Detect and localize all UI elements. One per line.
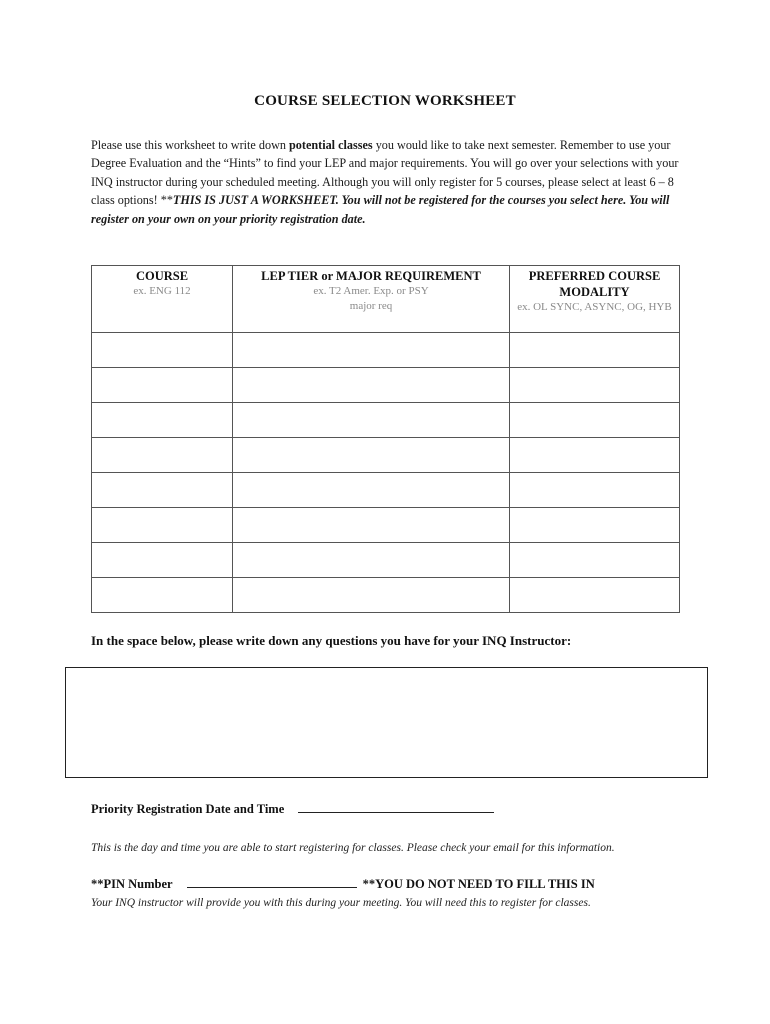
pin-label: **PIN Number xyxy=(91,877,173,891)
course-cell[interactable] xyxy=(92,543,233,578)
priority-registration-blank[interactable] xyxy=(298,802,494,813)
requirement-cell[interactable] xyxy=(233,368,510,403)
table-row xyxy=(92,508,680,543)
column-example: ex. OL SYNC, ASYNC, OG, HYB xyxy=(517,301,672,313)
priority-registration-line xyxy=(91,802,494,817)
course-cell[interactable] xyxy=(92,508,233,543)
modality-cell[interactable] xyxy=(510,543,680,578)
requirement-cell[interactable] xyxy=(233,543,510,578)
table-row xyxy=(92,473,680,508)
column-header-modality xyxy=(510,266,680,333)
requirement-cell[interactable] xyxy=(233,333,510,368)
intro-text-start: Please use this worksheet to write down xyxy=(91,138,290,152)
requirement-cell[interactable] xyxy=(233,508,510,543)
table-row xyxy=(92,578,680,613)
intro-warning: THIS IS JUST A WORKSHEET. You will not be registered for the courses you select here. You will register on your own on your priority registration date. xyxy=(91,193,670,226)
course-cell[interactable] xyxy=(92,403,233,438)
intro-paragraph xyxy=(91,136,691,228)
requirement-cell[interactable] xyxy=(233,438,510,473)
requirement-cell[interactable] xyxy=(233,473,510,508)
column-label: LEP TIER or MAJOR REQUIREMENT xyxy=(261,269,481,283)
modality-cell[interactable] xyxy=(510,578,680,613)
questions-text-box[interactable] xyxy=(65,667,708,778)
course-cell[interactable] xyxy=(92,473,233,508)
modality-cell[interactable] xyxy=(510,333,680,368)
priority-registration-label: Priority Registration Date and Time xyxy=(91,802,285,816)
table-row xyxy=(92,403,680,438)
modality-cell[interactable] xyxy=(510,403,680,438)
pin-blank[interactable] xyxy=(187,877,357,888)
column-header-requirement xyxy=(233,266,510,333)
course-cell[interactable] xyxy=(92,333,233,368)
table-row xyxy=(92,438,680,473)
column-label: PREFERRED COURSE MODALITY xyxy=(528,269,661,299)
column-example: ex. ENG 112 xyxy=(133,285,191,297)
table-row xyxy=(92,368,680,403)
requirement-cell[interactable] xyxy=(233,578,510,613)
modality-cell[interactable] xyxy=(510,368,680,403)
page-title: COURSE SELECTION WORKSHEET xyxy=(254,93,516,109)
modality-cell[interactable] xyxy=(510,438,680,473)
questions-prompt: In the space below, please write down any questions you have for your INQ Instructor: xyxy=(91,633,572,648)
course-selection-table xyxy=(91,265,680,613)
table-row xyxy=(92,543,680,578)
column-example: ex. T2 Amer. Exp. or PSY major req xyxy=(313,285,429,312)
pin-line xyxy=(91,877,595,892)
course-cell[interactable] xyxy=(92,438,233,473)
course-cell[interactable] xyxy=(92,578,233,613)
column-header-course xyxy=(92,266,233,333)
pin-instruction: **YOU DO NOT NEED TO FILL THIS IN xyxy=(362,877,595,891)
intro-text-middle: you would like to take next semester. Remember to use your Degree Evaluation and the “Hints” to find your LEP and major requirements. You will go over your selections with your INQ instructor during your scheduled meeting. Although you will only register for 5 courses, please select at least 6 – 8 class options! ** xyxy=(91,138,679,208)
modality-cell[interactable] xyxy=(510,473,680,508)
pin-note: Your INQ instructor will provide you with this during your meeting. You will need this to register for classes. xyxy=(91,897,591,909)
course-cell[interactable] xyxy=(92,368,233,403)
priority-registration-note: This is the day and time you are able to start registering for classes. Please check your email for this information. xyxy=(91,842,615,854)
column-label: COURSE xyxy=(135,269,189,283)
modality-cell[interactable] xyxy=(510,508,680,543)
table-row xyxy=(92,333,680,368)
requirement-cell[interactable] xyxy=(233,403,510,438)
table-header-row xyxy=(92,266,680,333)
intro-emphasis: potential classes xyxy=(289,138,373,152)
